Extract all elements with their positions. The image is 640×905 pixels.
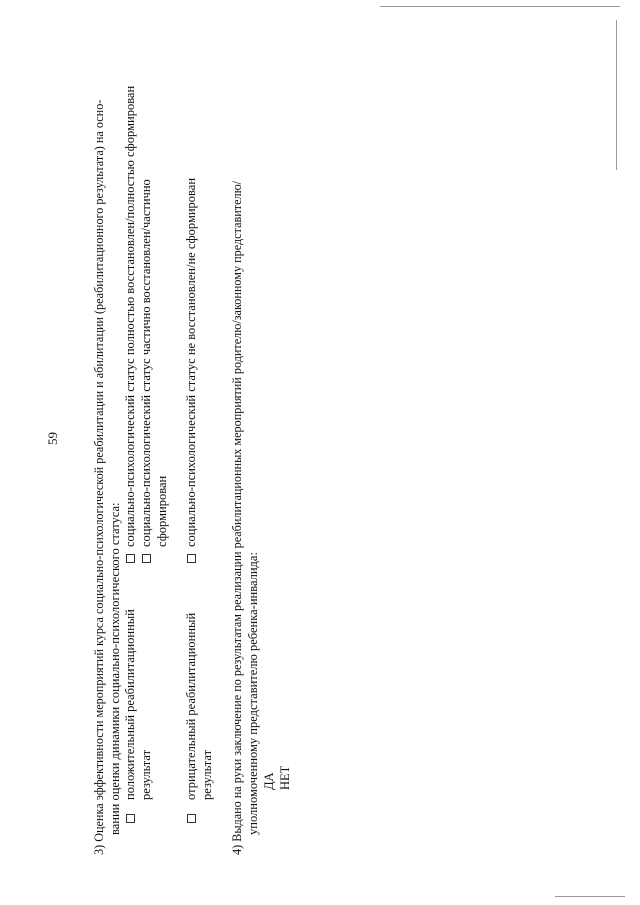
section4-line1: 4) Выдано на руки заключение по результатам реализации реабилитационных мероприятий родителю/законному представителю/ xyxy=(230,180,244,855)
scan-edge-bottom xyxy=(555,896,625,897)
positive-result-checkbox[interactable] xyxy=(126,814,135,823)
option-partially-restored-checkbox[interactable] xyxy=(142,554,151,563)
section4-line2: уполномоченному представителю ребенка-инвалида: xyxy=(246,552,260,835)
option-partially-restored-text-cont: сформирован xyxy=(155,475,169,547)
section3-title-line2: вании оценки динамики социально-психологического статуса: xyxy=(108,502,122,835)
rotated-content xyxy=(45,15,640,885)
scan-edge-top xyxy=(380,6,620,7)
option-fully-restored-checkbox[interactable] xyxy=(126,554,135,563)
option-not-restored-checkbox[interactable] xyxy=(187,554,196,563)
negative-result-checkbox[interactable] xyxy=(187,814,196,823)
positive-result-label-line1: положительный реабилитационный xyxy=(123,609,137,800)
negative-result-label-line1: отрицательный реабилитационный xyxy=(184,612,198,800)
positive-result-label-line2: результат xyxy=(139,749,153,800)
negative-result-label-line2: результат xyxy=(200,749,214,800)
option-partially-restored-text: социально-психологический статус частично восстановлен/частично xyxy=(139,179,153,547)
answer-no[interactable]: НЕТ xyxy=(278,765,292,790)
option-not-restored-text: социально-психологический статус не восстановлен/не сформирован xyxy=(184,177,198,547)
answer-yes[interactable]: ДА xyxy=(262,772,276,790)
page-number: 59 xyxy=(45,432,60,445)
section3-title-line1: 3) Оценка эффективности мероприятий курса социально-психологической реабилитации и абилитации (реабилитационного результата) на осно- xyxy=(92,99,106,855)
option-fully-restored-text: социально-психологический статус полностью восстановлен/полностью сформирован xyxy=(123,85,137,547)
